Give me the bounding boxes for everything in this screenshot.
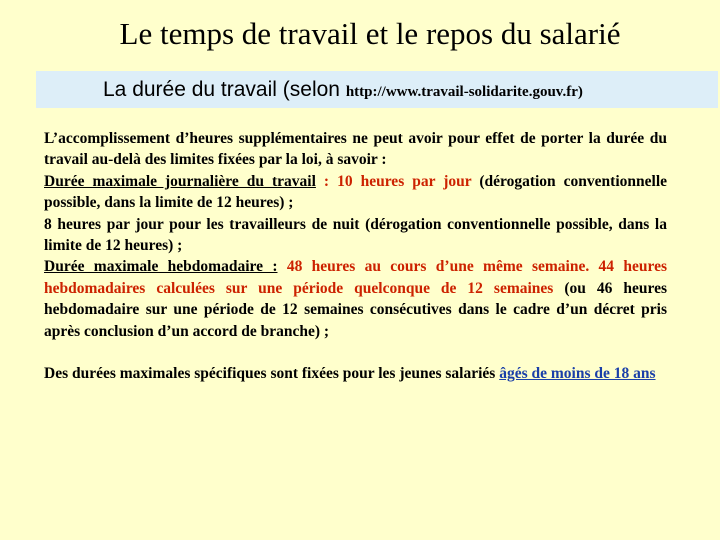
youth-paragraph [44, 363, 667, 384]
weekly-limit-paragraph [44, 256, 667, 342]
subtitle-bar [36, 71, 718, 108]
daily-limit-paragraph [44, 171, 667, 214]
weekly-limit-value: 48 heures au cours d’une même semaine. 44 heures hebdomadaires calculées sur une période quelconque de 12 semaines [44, 258, 667, 297]
daily-limit-label: Durée maximale journalière du travail [44, 172, 316, 190]
weekly-limit-note: (ou 46 heures hebdomadaire sur une période de 12 semaines consécutives dans le cadre d’un décret pris après conclusion d’un accord de branche) ; [44, 279, 667, 340]
body-text [44, 128, 667, 384]
daily-limit-value: 10 heures par jour [337, 172, 472, 190]
intro-paragraph: L’accomplissement d’heures supplémentaires ne peut avoir pour effet de porter la durée du travail au-delà des limites fixées par la loi, à savoir : [44, 130, 667, 169]
youth-link[interactable]: âgés de moins de 18 ans [499, 365, 656, 383]
slide-title: Le temps de travail et le repos du salarié [119, 16, 621, 51]
paragraph-gap [44, 342, 667, 363]
weekly-limit-label: Durée maximale hebdomadaire : [44, 258, 278, 276]
subtitle-text: La durée du travail (selon [103, 78, 346, 101]
youth-text: Des durées maximales spécifiques sont fixées pour les jeunes salariés [44, 365, 500, 383]
source-url: http://www.travail-solidarite.gouv.fr) [345, 84, 583, 100]
daily-limit-note: (dérogation conventionnelle possible, dans la limite de 12 heures) ; [44, 172, 668, 212]
daily-limit-separator: : [315, 172, 338, 190]
night-work-paragraph: 8 heures par jour pour les travailleurs de nuit (dérogation conventionnelle possible, dans la limite de 12 heures) ; [44, 215, 667, 255]
